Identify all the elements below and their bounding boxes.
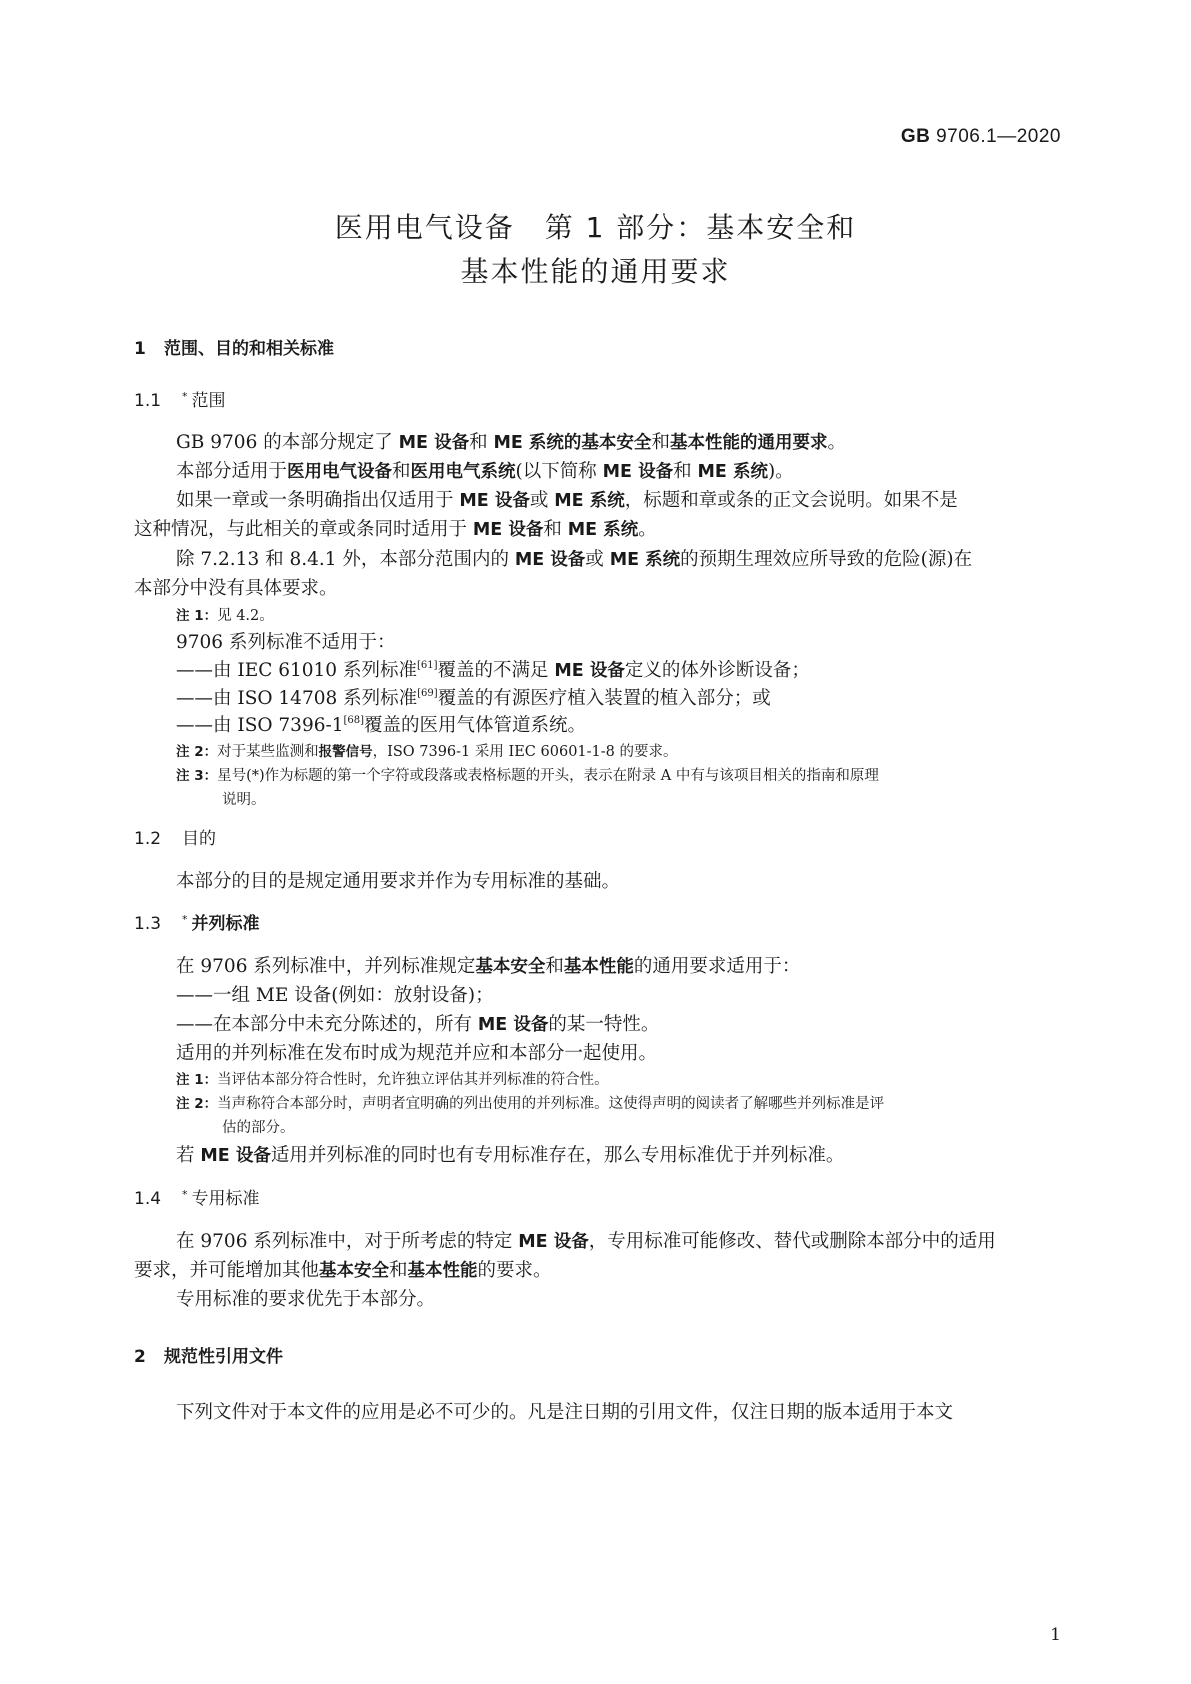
- page-number: 1: [1050, 1625, 1061, 1645]
- paragraph: 9706 系列标准不适用于：: [176, 632, 396, 653]
- note-continuation: 估的部分。: [222, 1120, 295, 1136]
- section-heading-1: 1 范围、目的和相关标准: [134, 339, 334, 359]
- section-heading-1-3: 1.3 * 并列标准: [134, 913, 260, 934]
- paragraph: 下列文件对于本文件的应用是必不可少的。凡是注日期的引用文件，仅注日期的版本适用于本文: [176, 1402, 954, 1423]
- paragraph: 除 7.2.13 和 8.4.1 外，本部分范围内的 ME 设备或 ME 系统的预期生理效应所导致的危险(源)在: [176, 549, 973, 570]
- list-item: ——由 ISO 14708 系列标准[69]覆盖的有源医疗植入装置的植入部分；或: [176, 688, 771, 709]
- list-item: ——由 IEC 61010 系列标准[61]覆盖的不满足 ME 设备定义的体外诊断设备；: [176, 660, 810, 681]
- paragraph-continuation: 要求，并可能增加其他基本安全和基本性能的要求。: [134, 1260, 552, 1281]
- paragraph: 本部分的目的是规定通用要求并作为专用标准的基础。: [176, 871, 621, 892]
- paragraph-continuation: 本部分中没有具体要求。: [134, 578, 338, 599]
- note: 注 1：见 4.2。: [176, 608, 274, 624]
- paragraph: 若 ME 设备适用并列标准的同时也有专用标准存在，那么专用标准优于并列标准。: [176, 1145, 845, 1166]
- list-item: ——一组 ME 设备(例如：放射设备)；: [176, 985, 494, 1006]
- paragraph: 适用的并列标准在发布时成为规范并应和本部分一起使用。: [176, 1043, 658, 1064]
- note: 注 2：当声称符合本部分时，声明者宜明确的列出使用的并列标准。这使得声明的阅读者了解哪些并列标准是评: [176, 1096, 885, 1112]
- paragraph: GB 9706 的本部分规定了 ME 设备和 ME 系统的基本安全和基本性能的通用要求。: [176, 432, 846, 453]
- section-heading-1-4: 1.4 * 专用标准: [134, 1188, 260, 1209]
- standard-number: GB 9706.1—2020: [900, 126, 1061, 147]
- paragraph: 专用标准的要求优先于本部分。: [176, 1289, 436, 1310]
- document-title-line2: 基本性能的通用要求: [460, 255, 731, 288]
- note: 注 1：当评估本部分符合性时，允许独立评估其并列标准的符合性。: [176, 1072, 609, 1088]
- list-item: ——由 ISO 7396-1[68]覆盖的医用气体管道系统。: [176, 715, 587, 736]
- section-heading-2: 2 规范性引用文件: [134, 1347, 283, 1367]
- section-heading-1-2: 1.2 目的: [134, 829, 216, 849]
- note-continuation: 说明。: [222, 792, 266, 808]
- paragraph: 如果一章或一条明确指出仅适用于 ME 设备或 ME 系统，标题和章或条的正文会说明。如果不是: [176, 490, 958, 511]
- list-item: ——在本部分中未充分陈述的，所有 ME 设备的某一特性。: [176, 1014, 660, 1035]
- paragraph: 在 9706 系列标准中，并列标准规定基本安全和基本性能的通用要求适用于：: [176, 956, 801, 977]
- note: 注 2：对于某些监测和报警信号，ISO 7396-1 采用 IEC 60601-1-8 的要求。: [176, 744, 678, 760]
- paragraph: 在 9706 系列标准中，对于所考虑的特定 ME 设备，专用标准可能修改、替代或删除本部分中的适用: [176, 1231, 996, 1252]
- note: 注 3：星号(*)作为标题的第一个字符或段落或表格标题的开头，表示在附录 A 中有与该项目相关的指南和原理: [176, 768, 879, 784]
- paragraph: 本部分适用于医用电气设备和医用电气系统(以下简称 ME 设备和 ME 系统)。: [176, 461, 794, 482]
- paragraph-continuation: 这种情况，与此相关的章或条同时适用于 ME 设备和 ME 系统。: [134, 519, 657, 540]
- document-title-line1: 医用电气设备 第 1 部分：基本安全和: [334, 211, 857, 244]
- section-heading-1-1: 1.1 * 范围: [134, 390, 226, 411]
